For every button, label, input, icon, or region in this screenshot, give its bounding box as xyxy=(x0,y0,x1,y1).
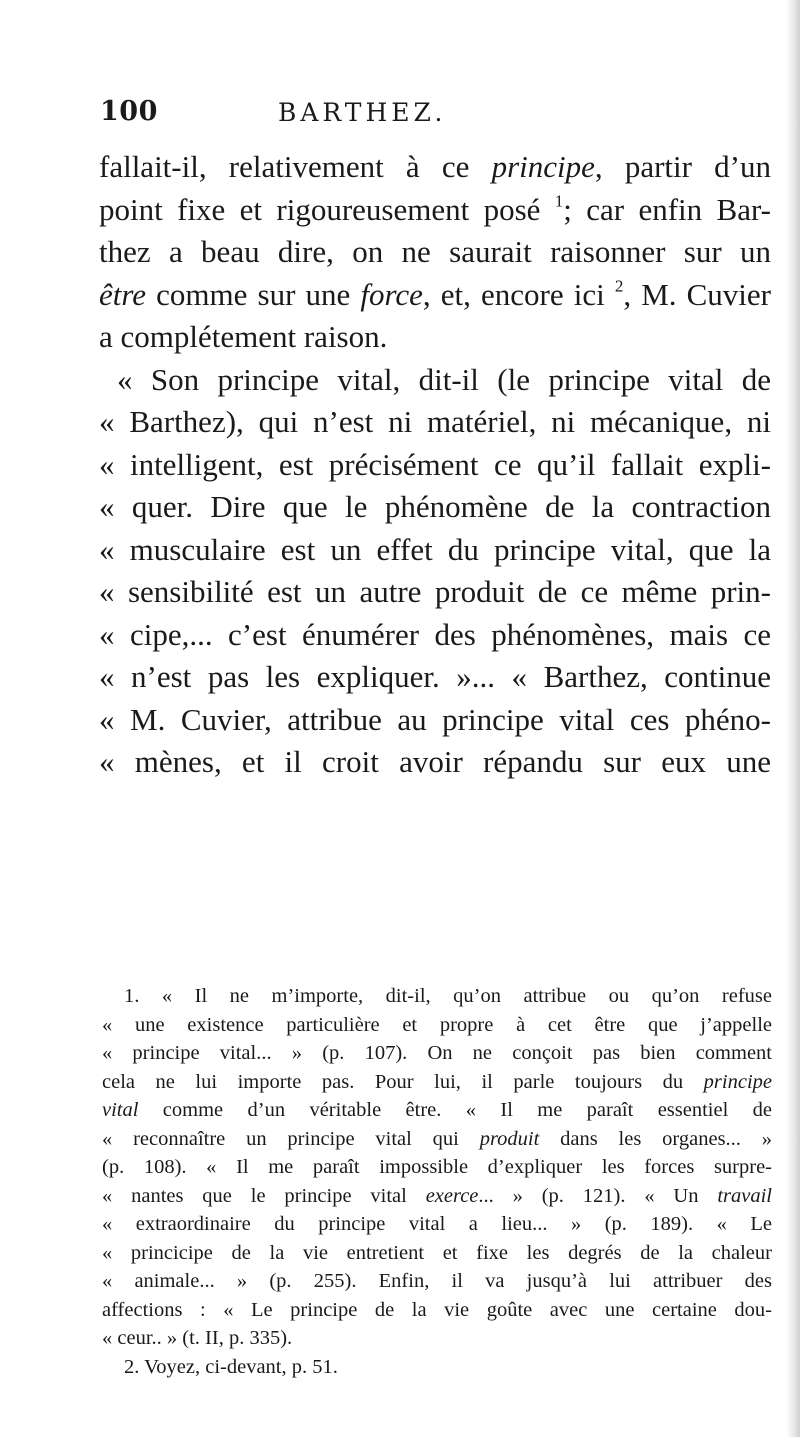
footnote-line: « animale... » (p. 255). Enfin, il va jusqu’à lui attribuer des xyxy=(102,1270,772,1292)
body-line: « cipe,... c’est énumérer des phénomènes, mais ce xyxy=(99,616,771,652)
body-line: point fixe et rigoureusement posé $^1$; car enfin Bar- xyxy=(99,190,771,227)
page-edge-shadow xyxy=(786,0,800,1437)
footnote-line: « ceur.. » (t. II, p. 335). xyxy=(102,1327,293,1349)
body-line: « Son principe vital, dit-il (le principe vital de xyxy=(117,361,771,397)
body-line: être comme sur une force, et, encore ici $^2$, M. Cuvier xyxy=(99,275,771,312)
running-head: BARTHEZ. xyxy=(278,98,447,127)
footnote-line: « une existence particulière et propre à cet être que j’appelle xyxy=(102,1013,772,1036)
footnote-line: « principe vital... » (p. 107). On ne conçoit pas bien comment xyxy=(102,1042,772,1064)
footnote-line: 1. « Il ne m’importe, dit-il, qu’on attribue ou qu’on refuse xyxy=(124,985,772,1007)
footnote-line: « reconnaître un principe vital qui produit dans les organes... » xyxy=(102,1127,772,1150)
body-line: « n’est pas les expliquer. »... « Barthez, continue xyxy=(99,659,771,694)
footnote-line: affections : « Le principe de la vie goûte avec une certaine dou- xyxy=(102,1298,772,1321)
footnotes xyxy=(102,982,772,1381)
body-line: « M. Cuvier, attribue au principe vital ces phéno- xyxy=(99,701,771,737)
footnote-line: (p. 108). « Il me paraît impossible d’expliquer les forces surpre- xyxy=(102,1156,772,1178)
body-line: « Barthez), qui n’est ni matériel, ni mécanique, ni xyxy=(99,404,771,439)
footnote-ref: 2 xyxy=(614,275,624,295)
footnote-line: 2. Voyez, ci-devant, p. 51. xyxy=(124,1355,338,1378)
footnote-ref: 1 xyxy=(554,190,564,210)
body-line: « mènes, et il croit avoir répandu sur eux une xyxy=(99,744,771,779)
body-line: fallait-il, relativement à ce principe, partir d’un xyxy=(99,149,771,184)
body-line: « intelligent, est précisément ce qu’il fallait expli- xyxy=(99,446,771,482)
page-number: 100 xyxy=(100,96,158,127)
footnote-line: « extraordinaire du principe vital a lieu... » (p. 189). « Le xyxy=(102,1213,772,1235)
body-line: « sensibilité est un autre produit de ce même prin- xyxy=(99,574,771,609)
body-line: a complétement raison. xyxy=(99,319,388,354)
footnote-line: « nantes que le principe vital exerce... » (p. 121). « Un travail xyxy=(102,1184,772,1207)
body-line: « quer. Dire que le phénomène de la contraction xyxy=(99,489,771,524)
body-line: thez a beau dire, on ne saurait raisonner sur un xyxy=(99,234,771,269)
body-text xyxy=(99,146,771,784)
footnote-line: « princicipe de la vie entretient et fixe les degrés de la chaleur xyxy=(102,1241,772,1264)
page-header xyxy=(100,96,740,132)
body-line: « musculaire est un effet du principe vital, que la xyxy=(99,531,771,567)
footnote-line: vital comme d’un véritable être. « Il me paraît essentiel de xyxy=(102,1099,772,1121)
footnote-line: cela ne lui importe pas. Pour lui, il parle toujours du principe xyxy=(102,1070,772,1093)
